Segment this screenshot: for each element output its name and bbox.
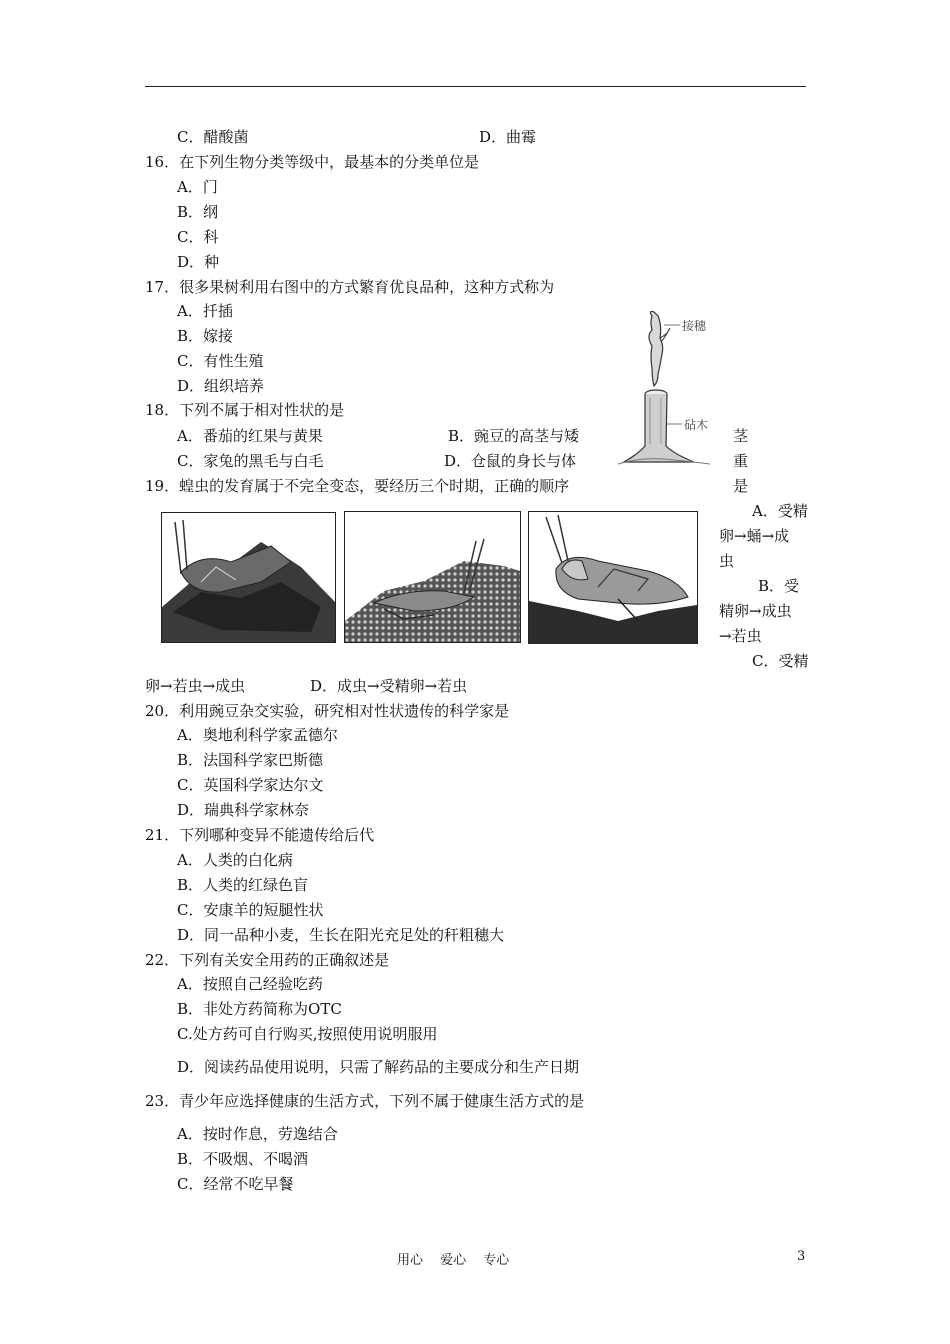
header-rule — [145, 86, 806, 87]
q21-option-c: C．安康羊的短腿性状 — [177, 901, 324, 919]
q22-stem: 22．下列有关安全用药的正确叙述是 — [145, 951, 390, 969]
q18-stem: 18．下列不属于相对性状的是 — [145, 401, 345, 419]
q19-option-a-part3: 虫 — [719, 552, 735, 570]
q19-option-b-part1: B．受 — [758, 577, 800, 595]
q16-option-d: D．种 — [177, 253, 220, 271]
q16-option-c: C．科 — [177, 228, 219, 246]
q20-option-d: D．瑞典科学家林奈 — [177, 801, 310, 819]
locust-photo-1 — [161, 512, 336, 643]
q21-option-b: B．人类的红绿色盲 — [177, 876, 309, 894]
q19-stem: 19．蝗虫的发育属于不完全变态，要经历三个时期，正确的顺序 — [145, 477, 570, 495]
q21-stem: 21．下列哪种变异不能遗传给后代 — [145, 826, 375, 844]
q19-option-a-part2: 卵→蛹→成 — [719, 527, 790, 545]
q18-option-b-end: 茎 — [733, 427, 749, 445]
q18-option-a: A．番茄的红果与黄果 — [177, 427, 323, 445]
q22-option-c: C.处方药可自行购买,按照使用说明服用 — [177, 1025, 438, 1043]
q21-option-a: A．人类的白化病 — [177, 851, 293, 869]
q23-option-b: B．不吸烟、不喝酒 — [177, 1150, 309, 1168]
q19-option-a-part1: A．受精 — [752, 502, 808, 520]
q15-option-c: C．醋酸菌 — [177, 128, 249, 146]
q19-option-b-part3: →若虫 — [719, 627, 762, 645]
q19-option-c-part1: C．受精 — [752, 652, 809, 670]
q18-option-d: D．仓鼠的身长与体 — [444, 452, 577, 470]
q19-option-c-part2: 卵→若虫→成虫 — [145, 677, 246, 695]
q20-option-c: C．英国科学家达尔文 — [177, 776, 324, 794]
q22-option-b: B．非处方药简称为OTC — [177, 1000, 342, 1018]
q19-stem-end: 是 — [733, 477, 749, 495]
page-number: 3 — [797, 1249, 806, 1264]
q20-stem: 20．利用豌豆杂交实验，研究相对性状遗传的科学家是 — [145, 702, 510, 720]
q23-stem: 23．青少年应选择健康的生活方式，下列不属于健康生活方式的是 — [145, 1092, 585, 1110]
locust-photo-3 — [528, 511, 698, 644]
q20-option-b: B．法国科学家巴斯德 — [177, 751, 324, 769]
q18-option-d-end: 重 — [733, 452, 749, 470]
q19-option-d: D．成虫→受精卵→若虫 — [310, 677, 468, 695]
q18-option-c: C．家兔的黑毛与白毛 — [177, 452, 324, 470]
q17-stem: 17．很多果树利用右图中的方式繁育优良品种，这种方式称为 — [145, 278, 555, 296]
q16-stem: 16．在下列生物分类等级中，最基本的分类单位是 — [145, 153, 480, 171]
stock-label: 砧木 — [684, 418, 709, 432]
q15-option-d: D．曲霉 — [479, 128, 537, 146]
q23-option-a: A．按时作息，劳逸结合 — [177, 1125, 338, 1143]
footer-motto: 用心 爱心 专心 — [397, 1253, 510, 1268]
scion-label: 接穗 — [682, 319, 707, 333]
q21-option-d: D．同一品种小麦，生长在阳光充足处的秆粗穗大 — [177, 926, 505, 944]
q17-option-b: B．嫁接 — [177, 327, 234, 345]
q23-option-c: C．经常不吃早餐 — [177, 1175, 294, 1193]
q19-option-b-part2: 精卵→成虫 — [719, 602, 792, 620]
locust-photo-2 — [344, 511, 521, 643]
q17-option-c: C．有性生殖 — [177, 352, 264, 370]
q20-option-a: A．奥地利科学家孟德尔 — [177, 726, 338, 744]
q16-option-b: B．纲 — [177, 203, 219, 221]
q16-option-a: A．门 — [177, 178, 218, 196]
q17-option-d: D．组织培养 — [177, 377, 265, 395]
q18-option-b: B．豌豆的高茎与矮 — [448, 427, 580, 445]
grafting-figure — [614, 306, 724, 468]
q17-option-a: A．扦插 — [177, 302, 233, 320]
q22-option-d: D．阅读药品使用说明，只需了解药品的主要成分和生产日期 — [177, 1058, 580, 1076]
q22-option-a: A．按照自己经验吃药 — [177, 975, 323, 993]
